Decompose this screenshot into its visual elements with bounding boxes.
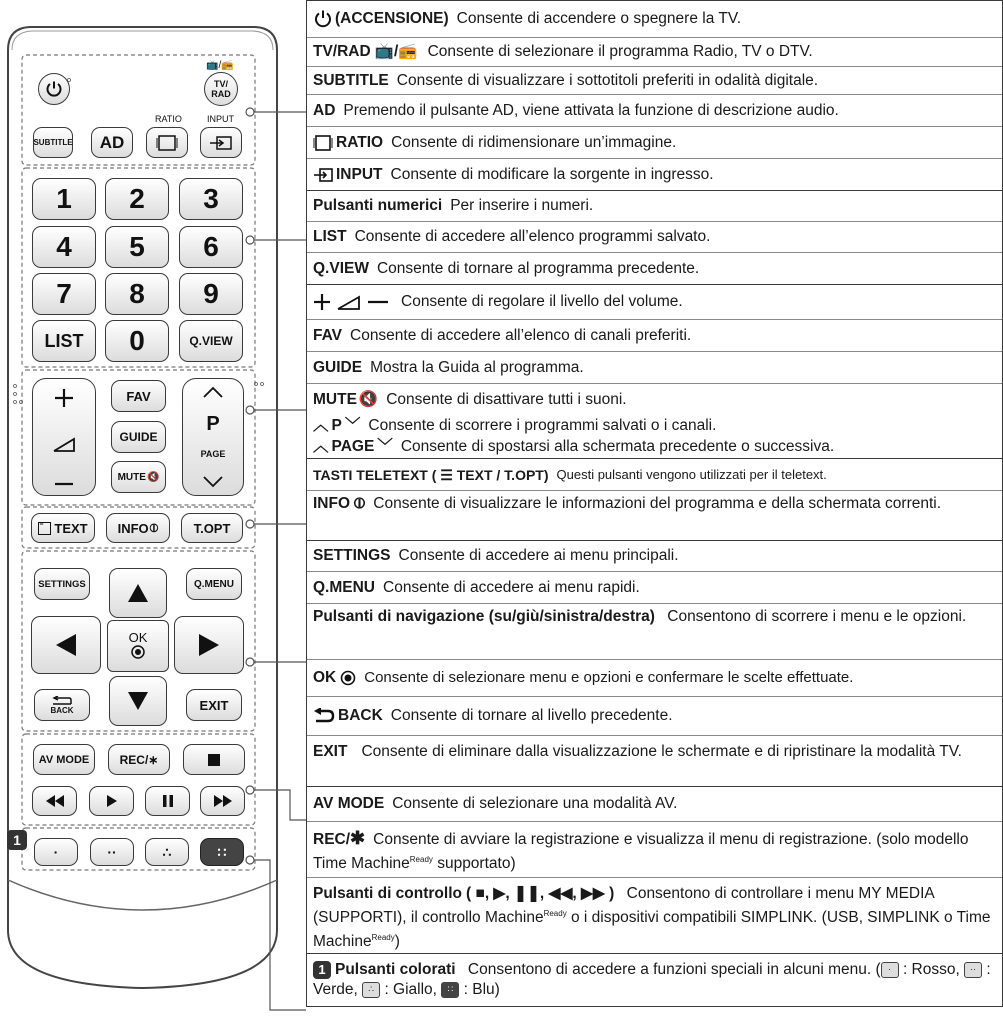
group-power-input [306, 0, 1003, 191]
color-badge: 1 [313, 961, 331, 979]
digit-4-button[interactable]: 4 [32, 226, 96, 268]
row-exit-desc: Consente di eliminare dalla visualizzazione le schermate e di ripristinare la modalità TV. [361, 743, 962, 760]
qview-button[interactable]: Q.VIEW [179, 320, 243, 362]
ratio-caption: RATIO [155, 114, 182, 124]
ratio-icon [313, 135, 333, 151]
row-page-desc: Consente di spostarsi alla schermata precedente o successiva. [400, 438, 835, 455]
row-ratio-key: RATIO [336, 133, 384, 151]
row-list-key: LIST [313, 228, 347, 245]
chevron-up-icon: ︿ [313, 416, 329, 434]
volume-icon [52, 437, 76, 453]
row-color [307, 954, 1002, 1006]
row-mute-key: MUTE [313, 390, 357, 408]
row-guide-key: GUIDE [313, 358, 363, 376]
blue-swatch-icon: ∷ [441, 982, 459, 998]
info-icon: ⦶ [149, 520, 159, 535]
row-navigation [307, 603, 1002, 659]
row-settings-desc: Consente di accedere ai menu principali. [398, 547, 679, 564]
minus-icon [53, 481, 75, 487]
fastforward-icon [214, 795, 232, 807]
input-icon [313, 168, 333, 182]
green-swatch-icon: ·· [964, 962, 982, 978]
row-mute [307, 383, 1002, 415]
row-navigation-key: Pulsanti di navigazione (su/giù/sinistra/destra) [313, 608, 655, 625]
row-exit-text [313, 742, 962, 762]
arrow-left-icon [54, 632, 78, 658]
row-rec-desc2: supportato) [432, 855, 516, 873]
text-label: TEXT [54, 520, 88, 536]
chevron-up-icon [202, 385, 224, 399]
row-fav-desc: Consente di accedere all’elenco di canali preferiti. [350, 326, 692, 344]
topt-button[interactable]: T.OPT [181, 513, 243, 543]
row-color-yellow: : Giallo, [384, 981, 437, 998]
yellow-button[interactable]: ∴ [145, 838, 189, 866]
input-caption: INPUT [207, 114, 234, 124]
row-color-green: : Verde, [313, 961, 991, 998]
row-tvrad-key: TV/RAD [313, 43, 371, 60]
row-info-text [313, 494, 941, 514]
ok-icon [340, 670, 356, 686]
green-button[interactable]: ·· [90, 838, 134, 866]
power-icon [313, 9, 333, 29]
color-group-badge: 1 [7, 830, 27, 850]
description-panel [306, 0, 1003, 1007]
chevron-up-icon: ︿ [313, 438, 329, 455]
group-teletext [306, 459, 1003, 541]
row-page [307, 436, 1002, 458]
mute-button[interactable] [111, 461, 166, 493]
row-teletext-desc: Questi pulsanti vengono utilizzati per il teletext. [556, 466, 827, 482]
row-channel-desc: Consente di scorrere i programmi salvati o i canali. [368, 416, 717, 434]
row-fav [307, 319, 1002, 351]
group-volume [306, 285, 1003, 459]
row-channel [307, 415, 1002, 436]
row-rec-text [313, 828, 998, 874]
row-back-desc: Consente di tornare al livello precedente. [390, 707, 673, 724]
row-power-desc: Consente di accendere o spegnere la TV. [456, 10, 742, 27]
rewind-button[interactable] [32, 786, 77, 816]
ok-icon [130, 644, 146, 660]
group-navigation [306, 541, 1003, 787]
ok-button[interactable] [107, 620, 169, 672]
row-avmode-desc: Consente di selezionare una modalità AV. [392, 795, 678, 812]
row-ad-key: AD [313, 101, 336, 119]
asterisk-icon: ✱ [350, 828, 366, 848]
tvrad-button[interactable]: TV/ RAD [204, 72, 238, 106]
row-page-key: PAGE [331, 438, 375, 455]
row-avmode-key: AV MODE [313, 795, 385, 812]
nav-left-button[interactable] [31, 616, 101, 674]
nav-down-button[interactable] [109, 676, 167, 726]
row-teletext-key: TASTI TELETEXT ( ☰ TEXT / T.OPT) [313, 466, 549, 483]
row-mute-desc: Consente di disattivare tutti i suoni. [386, 390, 627, 408]
text-button[interactable] [31, 513, 95, 543]
mute-icon: 🔇 [358, 390, 379, 408]
back-icon [313, 708, 335, 724]
row-ok-key: OK [313, 669, 337, 686]
avmode-button[interactable]: AV MODE [33, 744, 95, 775]
pause-icon [162, 795, 174, 807]
exit-button[interactable]: EXIT [186, 689, 242, 721]
volume-symbols-icon [313, 293, 389, 311]
list-button[interactable]: LIST [32, 320, 96, 362]
row-qview-desc: Consente di tornare al programma precedente. [376, 259, 700, 277]
digit-3-button[interactable]: 3 [179, 178, 243, 220]
row-qview-key: Q.VIEW [313, 259, 369, 277]
row-ad [307, 94, 1002, 126]
arrow-up-icon [126, 582, 150, 604]
subtitle-button[interactable]: SUBTITLE [33, 127, 73, 158]
row-info-key: INFO [313, 495, 351, 512]
play-button[interactable] [89, 786, 134, 816]
row-color-key: Pulsanti colorati [335, 961, 456, 978]
info-label: INFO [117, 520, 149, 536]
nav-up-button[interactable] [109, 568, 167, 618]
row-tvrad [307, 37, 1002, 66]
ad-button[interactable]: AD [91, 127, 133, 158]
row-power [307, 1, 1002, 37]
input-button[interactable] [200, 127, 242, 158]
pause-button[interactable] [145, 786, 190, 816]
group-color [306, 954, 1003, 1007]
row-ad-desc: Premendo il pulsante AD, viene attivata la funzione di descrizione audio. [343, 101, 839, 119]
volume-rocker[interactable] [32, 378, 96, 496]
row-list [307, 221, 1002, 252]
row-controls-sup2: Ready [371, 933, 395, 943]
power-button[interactable] [38, 73, 70, 105]
row-avmode [307, 787, 1002, 821]
blue-button[interactable]: ∷ [200, 838, 244, 866]
chevron-down-icon: ﹀ [377, 438, 393, 455]
channel-page-label: PAGE [200, 449, 226, 459]
row-info-desc: Consente di visualizzare le informazioni del programma e della schermata correnti. [373, 495, 942, 512]
group-numeric [306, 191, 1003, 285]
red-button[interactable]: · [34, 838, 78, 866]
row-info [307, 490, 1002, 540]
digit-6-button[interactable]: 6 [179, 226, 243, 268]
tv-radio-icon: 📺/📻 [374, 43, 418, 60]
ratio-button[interactable] [146, 127, 188, 158]
row-rec-sup: Ready [409, 855, 433, 864]
chevron-down-icon: ﹀ [344, 416, 361, 434]
row-ok [307, 659, 1002, 696]
red-swatch-icon: · [881, 962, 899, 978]
stop-button[interactable] [183, 744, 245, 775]
row-channel-key: P [331, 416, 342, 434]
row-subtitle-desc: Consente di visualizzare i sottotitoli preferiti in odalità digitale. [396, 71, 819, 89]
row-input [307, 158, 1002, 190]
qmenu-button[interactable]: Q.MENU [186, 568, 242, 600]
row-color-desc: Consentono di accedere a funzioni speciali in alcuni menu. ( [467, 961, 881, 978]
power-icon [45, 80, 63, 98]
row-qview [307, 252, 1002, 284]
digit-8-button[interactable]: 8 [105, 273, 169, 315]
group-recording [306, 787, 1003, 954]
row-color-blue: : Blu) [463, 981, 500, 998]
row-tvrad-desc: Consente di selezionare il programma Radio, TV o DTV. [427, 43, 813, 60]
channel-p-label: P [206, 413, 220, 435]
chevron-down-icon [202, 475, 224, 489]
fastforward-button[interactable] [200, 786, 245, 816]
row-controls [307, 877, 1002, 953]
digit-5-button[interactable]: 5 [105, 226, 169, 268]
input-icon [209, 135, 233, 151]
row-color-text [313, 960, 998, 1000]
row-navigation-desc: Consentono di scorrere i menu e le opzioni. [667, 608, 967, 625]
tvrad-caption-icon: 📺/📻 [206, 60, 234, 71]
row-fav-key: FAV [313, 326, 342, 344]
arrow-right-icon [197, 632, 221, 658]
yellow-swatch-icon: ∴ [362, 982, 380, 998]
settings-button[interactable]: SETTINGS [34, 568, 90, 600]
row-guide [307, 351, 1002, 383]
rec-button[interactable]: REC/∗ [108, 744, 170, 775]
row-subtitle [307, 66, 1002, 94]
row-qmenu-desc: Consente di accedere ai menu rapidi. [383, 578, 640, 596]
mute-label: MUTE [117, 471, 146, 483]
row-settings-key: SETTINGS [313, 547, 391, 564]
row-subtitle-key: SUBTITLE [313, 71, 389, 89]
ok-label: OK [128, 630, 148, 645]
row-controls-desc3: ) [394, 933, 400, 951]
row-volume [307, 285, 1002, 319]
guide-button[interactable]: GUIDE [111, 421, 166, 453]
row-ok-desc: Consente di selezionare menu e opzioni e confermare le scelte effettuate. [364, 669, 854, 686]
row-volume-desc: Consente di regolare il livello del volume. [401, 293, 683, 310]
row-rec-key: REC/ [313, 831, 351, 848]
row-controls-text [313, 884, 998, 952]
row-controls-key: Pulsanti di controllo [313, 885, 462, 902]
back-icon [51, 696, 73, 706]
row-input-desc: Consente di modificare la sorgente in ingresso. [390, 165, 714, 183]
row-list-desc: Consente di accedere all’elenco programmi salvato. [354, 228, 711, 245]
row-back-key: BACK [338, 707, 383, 724]
row-numeric [307, 191, 1002, 221]
row-guide-desc: Mostra la Guida al programma. [370, 358, 584, 376]
mute-icon: 🔇 [146, 471, 160, 483]
row-settings [307, 541, 1002, 571]
row-controls-sup: Ready [543, 909, 567, 918]
row-ratio [307, 126, 1002, 158]
back-label: BACK [50, 705, 74, 715]
row-qmenu [307, 571, 1002, 603]
stop-icon [208, 754, 220, 766]
fav-button[interactable]: FAV [111, 380, 166, 412]
digit-2-button[interactable]: 2 [105, 178, 169, 220]
row-back [307, 696, 1002, 735]
text-icon: ≡ [38, 522, 51, 535]
info-button[interactable] [106, 513, 170, 543]
arrow-down-icon [126, 690, 150, 712]
nav-right-button[interactable] [174, 616, 244, 674]
digit-0-button[interactable]: 0 [105, 320, 169, 362]
back-button[interactable] [34, 689, 90, 721]
row-numeric-key: Pulsanti numerici [313, 197, 443, 214]
row-ratio-desc: Consente di ridimensionare un’immagine. [391, 133, 677, 151]
row-power-key: (ACCENSIONE) [335, 10, 449, 27]
row-controls-desc2: o i dispositivi compatibili SIMPLINK. (USB, SIMPLINK o Time Machine [313, 909, 991, 951]
row-numeric-desc: Per inserire i numeri. [450, 197, 594, 214]
rewind-icon [46, 795, 64, 807]
row-controls-desc: Consentono di controllare i menu MY MEDIA (SUPPORTI), il controllo Machine [313, 885, 934, 927]
row-controls-symbols: ( ■, ▶, ❚❚, ◀◀, ▶▶ ) [465, 885, 615, 902]
row-qmenu-key: Q.MENU [313, 578, 375, 596]
ratio-icon [156, 135, 178, 151]
digit-1-button[interactable]: 1 [32, 178, 96, 220]
row-color-red: : Rosso, [902, 961, 960, 978]
digit-9-button[interactable]: 9 [179, 273, 243, 315]
play-icon [106, 795, 118, 807]
row-rec [307, 821, 1002, 877]
row-exit [307, 735, 1002, 786]
plus-icon [53, 387, 75, 409]
row-navigation-text [313, 607, 966, 627]
row-input-key: INPUT [336, 165, 383, 183]
info-icon: ⦶ [354, 495, 366, 512]
channel-rocker[interactable] [182, 378, 244, 496]
row-teletext [307, 459, 1002, 490]
row-rec-desc: Consente di avviare la registrazione e visualizza il menu di registrazione. (solo modello Time Machine [313, 831, 969, 873]
row-exit-key: EXIT [313, 743, 348, 760]
digit-7-button[interactable]: 7 [32, 273, 96, 315]
